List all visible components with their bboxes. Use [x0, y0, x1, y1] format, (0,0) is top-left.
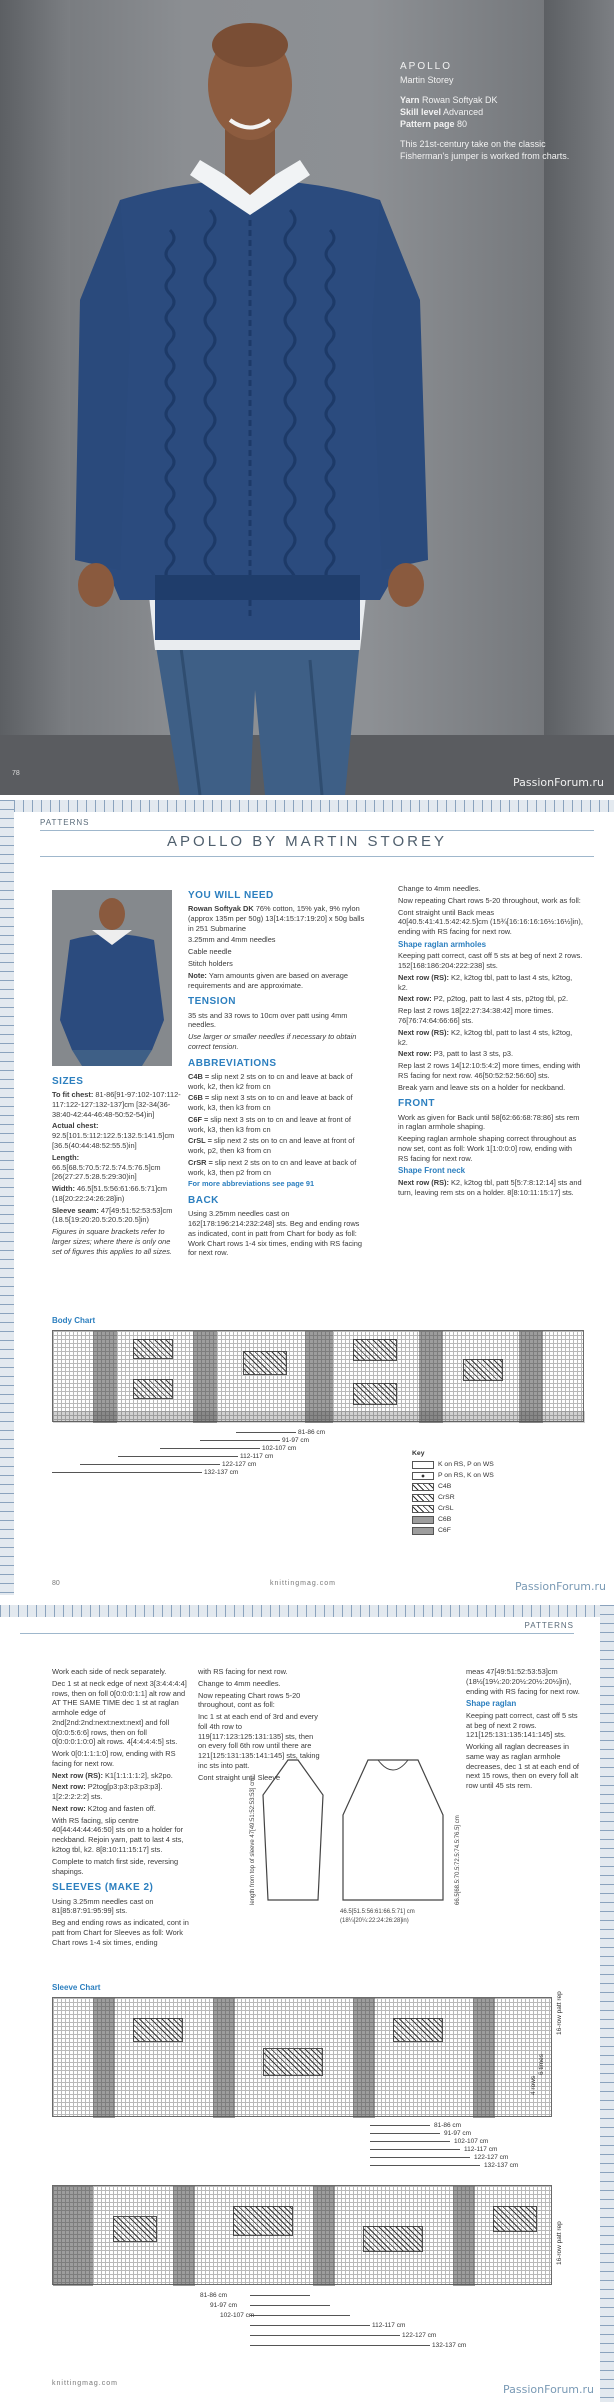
yarn-spec: Rowan Softyak DK 76% cotton, 15% yak, 9% nylon (approx 135m per 50g) 13[14:15:17:19:20] x 50g balls in 251 Submarine [188, 904, 365, 933]
next-row-2: Next row: P2, p2tog, patt to last 4 sts, p2tog tbl, p2. [398, 994, 569, 1004]
sleeve-schematic [258, 1755, 328, 1905]
cable-motif [393, 2018, 443, 2042]
tension-note: Use larger or smaller needles if necessary to obtain correct tension. [188, 1032, 357, 1051]
watermark: PassionForum.ru [515, 1580, 606, 1593]
chart-band [173, 2186, 195, 2286]
section-label: PATTERNS [40, 818, 90, 827]
cont-straight: Cont straight until Back meas 40[40.5:41:41.5:42:42.5]cm (15¾[16:16:16:16½:16½]in), ending with RS facing for next row. [398, 907, 583, 937]
yarn-line: Yarn Rowan Softyak DK [400, 94, 498, 105]
sleeve-chart-top [52, 1997, 552, 2117]
key-item: C6B [412, 1514, 494, 1525]
page-number: 80 [52, 1580, 60, 1587]
sleeve-chart-label: Sleeve Chart [52, 1983, 101, 1992]
lower-size-2: 91-97 cm [210, 2302, 238, 2309]
chart-band [53, 2186, 93, 2286]
chart-band [93, 1998, 115, 2118]
section-label: PATTERNS [524, 1621, 574, 1630]
neck-next-row-1: Next row (RS): K1[1:1:1:1:2], sk2po. [52, 1770, 173, 1780]
you-will-need-heading: YOU WILL NEED [188, 890, 274, 901]
size-marker [370, 2149, 460, 2150]
sleeve-seam-line: Sleeve seam: 47[49:51:52:53:53]cm (18.5[19:20:20.5:20.5:20.5]in) [52, 1205, 173, 1225]
body-chart [52, 1330, 584, 1422]
neck-text-3: Work 0[0:1:1:1:0] row, ending with RS facing for next row. [52, 1749, 176, 1768]
size-marker [118, 1456, 238, 1457]
key-item: P on RS, K on WS [412, 1470, 494, 1481]
sleeve-meas-text: meas 47[49:51:52:53:53]cm (18½[19¼:20:20½:20½:20½]in), ending with RS facing for next row. [466, 1667, 580, 1696]
sleeve-size-1: 81-86 cm [434, 2122, 462, 2129]
watermark: PassionForum.ru [513, 776, 604, 789]
size-marker [250, 2295, 310, 2296]
size-marker [160, 1448, 260, 1449]
pattern-description: This 21st-century take on the classic Fisherman's jumper is worked from charts. [400, 139, 570, 162]
sleeve-chart-bottom [52, 2185, 552, 2285]
lower-size-4: 112-117 cm [372, 2322, 406, 2329]
key-item: C6F [412, 1525, 494, 1536]
cable-motif [353, 1383, 397, 1405]
next-row-5: Next row (RS): K2, k2tog tbl, patt 5[5:7:8:12:14] sts and turn, leaving rem sts on a holder. 8[8:10:11:15:17] sts. [398, 1177, 582, 1197]
body-chart-label: Body Chart [52, 1316, 96, 1325]
sleeve-size-6: 132-137 cm [484, 2162, 519, 2169]
photo-caption [400, 60, 590, 162]
yarn-note: Note: Yarn amounts given are based on average requirements and are approximate. [188, 970, 348, 990]
tension-heading: TENSION [188, 996, 236, 1008]
lower-size-5: 122-127 cm [402, 2332, 437, 2339]
abbr-c6b: C6B = slip next 3 sts on to cn and leave at back of work, k3, then k3 from cn [188, 1093, 353, 1113]
break-yarn: Break yarn and leave sts on a holder for neckband. [398, 1082, 566, 1092]
chart-band [313, 2186, 335, 2286]
cable-motif [363, 2226, 423, 2252]
body-width-measure: 46.5[51.5:56:61:66.5:71] cm [340, 1909, 415, 1915]
left-ruler [0, 800, 14, 1595]
pattern-page-line: Pattern page 80 [400, 118, 468, 129]
key-item: K on RS, P on WS [412, 1459, 494, 1470]
pattern-heading: APOLLO BY MARTIN STOREY [167, 833, 447, 850]
sleeve-text-4: Change to 4mm needles. [198, 1678, 281, 1688]
cable-motif [233, 2206, 293, 2236]
cable-motif [113, 2216, 157, 2242]
sleeve-size-3: 102-107 cm [454, 2138, 489, 2145]
front-heading: FRONT [398, 1098, 435, 1110]
size-marker [250, 2325, 370, 2326]
back-heading: BACK [188, 1195, 219, 1207]
right-ruler [600, 1605, 614, 2402]
sleeve-text-3: with RS facing for next row. [198, 1667, 288, 1676]
materials-column [188, 884, 368, 1260]
size-marker [80, 1464, 220, 1465]
chart-key [412, 1450, 494, 1536]
next-row-4: Next row: P3, patt to last 3 sts, p3. [398, 1049, 514, 1059]
sleeve-raglan-column [466, 1667, 584, 1793]
neck-next-row-3: Next row: K2tog and fasten off. [52, 1803, 156, 1813]
cable-motif [243, 1351, 287, 1375]
raglan-text: Keeping patt correct, cast off 5 sts at beg of next 2 rows. 152[168:186:204:222:238] sts. [398, 951, 583, 971]
abbr-c6f: C6F = slip next 3 sts on to cn and leave at front of work, k3, then k3 from cn [188, 1114, 351, 1134]
title-rule [40, 856, 594, 857]
key-item: CrSL [412, 1503, 494, 1514]
page-number: 78 [12, 770, 20, 777]
repeat-text: Rep last 2 rows 18[22:27:34:38:42] more times. 76[76:74:64:66:66] sts. [398, 1006, 554, 1025]
key-item: C4B [412, 1481, 494, 1492]
sleeve-text-7: Cont straight until Sleeve [198, 1772, 281, 1782]
size-marker [250, 2345, 430, 2346]
cable-motif [353, 1339, 397, 1361]
raglan-heading: Shape raglan armholes [398, 939, 487, 949]
size-marker [370, 2125, 430, 2126]
cable-motif [263, 2048, 323, 2076]
sleeve-text-6: Inc 1 st at each end of 3rd and every foll 4th row to 119[117:123:125:131:135] sts, then on every foll 6th row until there are 121[125:131:135:141:145] sts, taking inc sts into patt. [198, 1712, 320, 1770]
next-row-3: Next row (RS): K2, k2tog tbl, patt to last 4 sts, k2tog, k2. [398, 1027, 573, 1047]
neck-next-row-2: Next row: P2tog[p3:p3:p3:p3:p3]. 1[2:2:2:2:2] sts. [52, 1782, 163, 1802]
cable-motif [133, 1379, 173, 1399]
model-photo [60, 0, 440, 795]
size-marker [52, 1472, 202, 1473]
header-rule [40, 830, 594, 831]
chart-band [473, 1998, 495, 2118]
raglan-text-1: Keeping patt correct, cast off 5 sts at beg of next 2 rows. 121[125:131:135:141:145] sts. [466, 1710, 578, 1740]
body-width-inches: (18¼[20¼:22:24:26:28]in) [340, 1918, 409, 1924]
cable-motif [493, 2206, 537, 2232]
raglan-text-2: Working all raglan decreases in same way as raglan armhole decreases, dec 1 st at each end of next 15 rows, then on every foll alt row until 45 sts rem. [466, 1742, 579, 1791]
next-row-1: Next row (RS): K2, k2tog tbl, patt to last 4 sts, k2tog, k2. [398, 972, 573, 992]
sizes-heading: SIZES [52, 1076, 84, 1087]
repeat-text-2: Rep last 2 rows 14[12:10:5:4:2] more times, ending with RS facing for next row. 46[50:52:52:56:60] sts. [398, 1061, 581, 1080]
neck-text-2: Dec 1 st at neck edge of next 3[3:4:4:4:4] rows, then on foll 0[0:0:0:1:1] alt row and AT THE SAME TIME dec 1 st at raglan armhole edge of 2nd[2nd:2nd:next:next:next] and foll 0[0:0:5:6:6] rows, then on foll 0[0:0:0:1:0:0] alt rows. 4[4:4:4:4:5] sts. [52, 1678, 187, 1747]
chart-band [305, 1331, 333, 1423]
front-text: Work as given for Back until 58[62:66:68:78:86] sts rem in raglan armhole shaping. [398, 1112, 580, 1132]
cable-motif [463, 1359, 503, 1381]
actual-chest-line: Actual chest: 92.5[101.5:112:122.5:132.5:141.5]cm [36.5(40:44:48:52:55.5)in] [52, 1121, 175, 1151]
lower-size-3: 102-107 cm [220, 2312, 255, 2319]
instructions-column [398, 884, 583, 1199]
size-marker [370, 2133, 440, 2134]
size-marker [370, 2165, 480, 2166]
rows-label: 4 rows [530, 2075, 537, 2095]
size-tag-6: 132-137 cm [204, 1469, 239, 1476]
header-rule [20, 1633, 574, 1634]
site-url: knittingmag.com [270, 1580, 336, 1587]
repeat-label-b: 16-row patt rep [556, 2221, 563, 2265]
chart-band [353, 1998, 375, 2118]
lower-size-6: 132-137 cm [432, 2342, 467, 2349]
sleeve-text-5: Now repeating Chart rows 5-20 throughout, cont as foll: [198, 1690, 301, 1710]
shape-raglan-heading: Shape raglan [466, 1699, 517, 1709]
size-marker [250, 2305, 330, 2306]
watermark: PassionForum.ru [503, 2383, 594, 2396]
repeat-rows: Now repeating Chart rows 5-20 throughout, work as foll: [398, 895, 581, 905]
cable-motif [133, 1339, 173, 1359]
needles: 3.25mm and 4mm needles [188, 935, 276, 945]
chart-band [453, 2186, 475, 2286]
sleeve-size-4: 112-117 cm [464, 2146, 498, 2153]
sizes-column [52, 1070, 182, 1258]
lower-size-1: 81-86 cm [200, 2292, 228, 2299]
cover-photo-page [0, 0, 614, 795]
stitch-holders: Stitch holders [188, 959, 233, 969]
neck-text-4: With RS facing, slip centre 40[44:44:44:46:50] sts on to a holder for neckband. Rejoin yarn, patt to last 4 sts, k2tog tbl, k2. 8[8:10:11:15:17] sts. [52, 1815, 184, 1855]
pattern-title: APOLLO [400, 61, 453, 72]
abbr-c4b: C4B = slip next 2 sts on to cn and leave at back of work, k2, then k2 from cn [188, 1071, 353, 1091]
size-marker [200, 1440, 280, 1441]
site-url: knittingmag.com [52, 2380, 118, 2387]
chart-band [193, 1331, 217, 1423]
size-tag-4: 112-117 cm [240, 1453, 274, 1460]
neck-text-5: Complete to match first side, reversing shapings. [52, 1856, 179, 1876]
abbr-crsr: CrSR = slip next 2 sts on to cn and leave at back of work, k3, then p2 from cn [188, 1157, 357, 1177]
size-tag-5: 122-127 cm [222, 1461, 257, 1468]
size-marker [370, 2157, 470, 2158]
body-length-measure: 66.5[68.5:70.5:72.5:74.5:76.5] cm [455, 1815, 461, 1905]
chart-band [93, 1331, 117, 1423]
sleeve-size-2: 91-97 cm [444, 2130, 472, 2137]
tension-text: 35 sts and 33 rows to 10cm over patt using 4mm needles. [188, 1010, 348, 1030]
front-neck-heading: Shape Front neck [398, 1166, 466, 1176]
rib-rows [53, 1411, 585, 1423]
size-marker [250, 2315, 350, 2316]
sleeve-length-measure: length from top of sleeve 47[49:51:52:53:53] cm [250, 1777, 256, 1905]
top-ruler [0, 1605, 600, 1617]
size-marker [250, 2335, 400, 2336]
abbr-crsl: CrSL = slip next 2 sts on to cn and leave at front of work, p2, then k3 from cn [188, 1136, 355, 1156]
times-label: 6 times [538, 2054, 545, 2075]
change-needles: Change to 4mm needles. [398, 884, 481, 893]
repeat-label-a: 16-row patt rep [556, 1991, 563, 2035]
abbreviations-heading: ABBREVIATIONS [188, 1057, 277, 1069]
pattern-page-80 [0, 800, 614, 1595]
width-line: Width: 46.5[51.5:56:61:66.5:71]cm (18[20:22:24:26:28]in) [52, 1184, 167, 1203]
chart-band [419, 1331, 443, 1423]
back-text: Using 3.25mm needles cast on 162[178:196:214:232:248] sts. Beg and ending rows as indicated, cont in patt from Chart for body as foll: Work Chart rows 1-4 six times, ending with RS facing for next row. [188, 1209, 363, 1258]
more-abbreviations-link[interactable]: For more abbreviations see page 91 [188, 1179, 315, 1189]
chart-band [213, 1998, 235, 2118]
size-marker [370, 2141, 450, 2142]
chart-band [519, 1331, 543, 1423]
key-heading: Key [412, 1450, 425, 1457]
size-tag-1: 81-86 cm [298, 1429, 326, 1436]
pattern-page-81 [0, 1605, 614, 2402]
thumbnail-photo [52, 890, 172, 1066]
sizes-note: Figures in square brackets refer to larger sizes; where there is only one set of figures this applies to all sizes. [52, 1227, 172, 1256]
sleeves-heading: SLEEVES (MAKE 2) [52, 1882, 154, 1894]
key-item: CrSR [412, 1492, 494, 1503]
sleeve-text-1: Using 3.25mm needles cast on 81[85:87:91:95:99] sts. [52, 1896, 154, 1916]
length-line: Length: 66.5[68.5:70.5:72.5:74.5:76.5]cm [26(27:27.5:28.5:29:30)in] [52, 1152, 161, 1182]
body-schematic [338, 1755, 448, 1905]
neck-column [52, 1667, 192, 1949]
neck-text-1: Work each side of neck separately. [52, 1667, 167, 1676]
cable-needle: Cable needle [188, 947, 232, 957]
sleeve-text-2: Beg and ending rows as indicated, cont in patt from Chart for Sleeves as foll: Work Chart rows 1-4 six times, ending [52, 1918, 189, 1947]
top-ruler [14, 800, 614, 812]
size-tag-3: 102-107 cm [262, 1445, 297, 1452]
skill-line: Skill level Advanced [400, 106, 484, 117]
size-marker [236, 1432, 296, 1433]
pattern-author: Martin Storey [400, 74, 454, 85]
size-tag-2: 91-97 cm [282, 1437, 310, 1444]
cable-motif [133, 2018, 183, 2042]
front-text-2: Keeping raglan armhole shaping correct throughout as now set, cont as foll: Work 1[1:0:0:0] row, ending with RS facing for next row. [398, 1134, 577, 1163]
to-fit-line: To fit chest: 81-86[91-97:102-107:112-117:122-127:132-137]cm [32-34(36-38:40-42:44-46:48-50:52-54)in] [52, 1090, 181, 1119]
sleeve-size-5: 122-127 cm [474, 2154, 509, 2161]
